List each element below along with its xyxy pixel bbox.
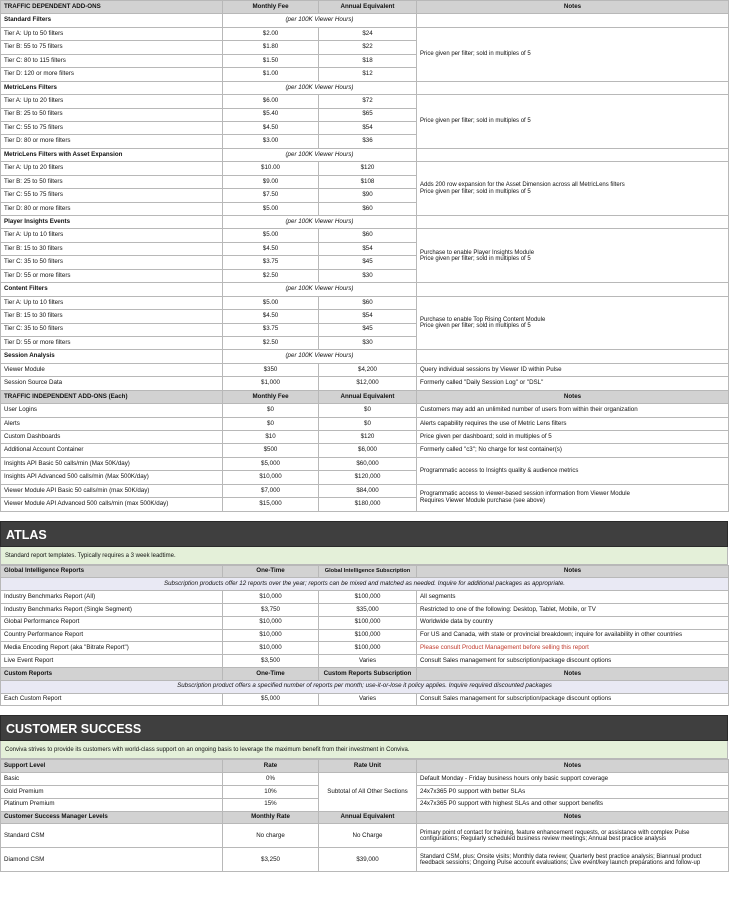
- one-time-price: $10,000: [223, 629, 319, 642]
- annual-equivalent: $12: [319, 68, 417, 81]
- one-time-price: $3,500: [223, 655, 319, 668]
- annual-equivalent: $60: [319, 296, 417, 309]
- monthly-fee: $10,000: [223, 471, 319, 484]
- report-name: Each Custom Report: [1, 693, 223, 706]
- report-notes: Restricted to one of the following: Desktop, Tablet, Mobile, or TV: [417, 604, 729, 617]
- one-time-price: $10,000: [223, 616, 319, 629]
- api-notes: Programmatic access to Insights quality & audience metrics: [417, 457, 729, 484]
- tier-label: Tier C: 35 to 50 filters: [1, 256, 223, 269]
- addon-row: [1, 444, 729, 457]
- atlas-intro: Standard report templates. Typically requires a 3 week leadtime.: [0, 547, 728, 565]
- annual-equivalent: $60: [319, 202, 417, 215]
- group-title-row: [1, 81, 729, 94]
- annual-equivalent: $84,000: [319, 484, 417, 497]
- rate: 0%: [223, 773, 319, 786]
- monthly-fee: $5.00: [223, 296, 319, 309]
- annual-equivalent: $45: [319, 256, 417, 269]
- tier-label: Tier B: 15 to 30 filters: [1, 310, 223, 323]
- item-label: Alerts: [1, 417, 223, 430]
- item-notes: Price given per dashboard; sold in multiples of 5: [417, 431, 729, 444]
- monthly-fee: $3.75: [223, 256, 319, 269]
- group-notes-spacer: [417, 283, 729, 296]
- group-title: MetricLens Filters: [1, 81, 223, 94]
- item-label: Insights API Advanced 500 calls/min (Max 500K/day): [1, 471, 223, 484]
- custom-reports-note: [1, 680, 729, 693]
- customer-success-banner: CUSTOMER SUCCESS: [0, 715, 728, 741]
- note-line: Price given per filter; sold in multiples of 5: [420, 323, 531, 329]
- report-notes: Consult Sales management for subscription/package discount options: [417, 655, 729, 668]
- note-line: Price given per filter; sold in multiples of 5: [420, 51, 531, 58]
- tier-label: Tier D: 120 or more filters: [1, 68, 223, 81]
- tier-label: Tier A: Up to 20 filters: [1, 162, 223, 175]
- monthly-rate: $3,250: [223, 848, 319, 872]
- monthly-fee: $10: [223, 431, 319, 444]
- monthly-fee: $5,000: [223, 457, 319, 470]
- monthly-fee: $2.50: [223, 336, 319, 349]
- tier-notes: [417, 162, 729, 216]
- note-line: Requires Viewer Module purchase (see above): [420, 497, 545, 504]
- annual-equivalent: $36: [319, 135, 417, 148]
- csm-header: [1, 811, 729, 824]
- group-title-row: [1, 216, 729, 229]
- annual-equivalent: $120: [319, 431, 417, 444]
- group-notes-spacer: [417, 148, 729, 161]
- support-level: Platinum Premium: [1, 798, 223, 811]
- session-row: [1, 363, 729, 376]
- group-title-row: [1, 148, 729, 161]
- tier-notes: [417, 229, 729, 283]
- group-title: Player Insights Events: [1, 216, 223, 229]
- report-notes: Consult Sales management for subscription/package discount options: [417, 693, 729, 706]
- group-title-row: [1, 14, 729, 27]
- item-label: Viewer Module API Basic 50 calls/min (max 50K/day): [1, 484, 223, 497]
- atlas-header: Global Intelligence Reports One-Time Global Intelligence Subscription Notes: [1, 565, 729, 578]
- customer-success-table: [0, 759, 729, 872]
- report-row: [1, 655, 729, 668]
- custom-reports-header: [1, 668, 729, 681]
- tier-label: Tier C: 80 to 115 filters: [1, 54, 223, 67]
- tier-label: Tier D: 80 or more filters: [1, 202, 223, 215]
- monthly-fee: $4.50: [223, 310, 319, 323]
- group-title-row: [1, 283, 729, 296]
- atlas-banner: ATLAS: [0, 521, 728, 547]
- report-notes: Worldwide data by country: [417, 616, 729, 629]
- item-notes: Query individual sessions by Viewer ID within Pulse: [417, 363, 729, 376]
- annual-equivalent: $24: [319, 27, 417, 40]
- group-title: Content Filters: [1, 283, 223, 296]
- annual-equivalent: $90: [319, 189, 417, 202]
- monthly-fee: $0: [223, 417, 319, 430]
- annual-equivalent: No Charge: [319, 824, 417, 848]
- report-name: Industry Benchmarks Report (Single Segment): [1, 604, 223, 617]
- group-notes-spacer: [417, 216, 729, 229]
- annual-equivalent: $108: [319, 175, 417, 188]
- tier-label: Tier B: 55 to 75 filters: [1, 41, 223, 54]
- tier-label: Tier B: 15 to 30 filters: [1, 242, 223, 255]
- header-cell: Monthly Rate: [223, 811, 319, 824]
- support-level: Basic: [1, 773, 223, 786]
- traffic-dependent-header: TRAFFIC DEPENDENT ADD-ONS Monthly Fee Annual Equivalent Notes: [1, 1, 729, 14]
- note-line: Purchase to enable Player Insights Module: [420, 249, 535, 256]
- header-cell: Annual Equivalent: [319, 390, 417, 403]
- header-cell: Custom Reports Subscription: [319, 668, 417, 681]
- note-line: Adds 200 row expansion for the Asset Dimension across all MetricLens filters: [420, 182, 625, 189]
- atlas-subscription-note: Subscription products offer 12 reports over the year; reports can be mixed and matched as needed. Inquire for additional packages as appropriate.: [1, 578, 729, 591]
- tier-label: Tier B: 25 to 50 filters: [1, 175, 223, 188]
- tier-label: Tier D: 55 or more filters: [1, 336, 223, 349]
- subscription-price: $35,000: [319, 604, 417, 617]
- report-name: Country Performance Report: [1, 629, 223, 642]
- monthly-fee: $1.00: [223, 68, 319, 81]
- item-label: Additional Account Container: [1, 444, 223, 457]
- annual-equivalent: $18: [319, 54, 417, 67]
- report-notes: For US and Canada, with state or provincial breakdown; inquire for availability in other countries: [417, 629, 729, 642]
- monthly-fee: $7.50: [223, 189, 319, 202]
- annual-equivalent: $30: [319, 336, 417, 349]
- support-notes: 24x7x365 P0 support with highest SLAs and other support benefits: [417, 798, 729, 811]
- tier-row: [1, 95, 729, 108]
- monthly-fee: $0: [223, 404, 319, 417]
- monthly-fee: $1,000: [223, 377, 319, 390]
- group-notes-spacer: [417, 81, 729, 94]
- csm-notes: Standard CSM, plus: Onsite visits; Monthly data review; Quarterly best practice analysis; Biannual product feedback sessions; Ongoing Pulse account evaluations; Live event/key launch preparations and follow-up: [417, 848, 729, 872]
- one-time-price: $5,000: [223, 693, 319, 706]
- annual-equivalent: $0: [319, 404, 417, 417]
- annual-equivalent: $4,200: [319, 363, 417, 376]
- tier-row: [1, 296, 729, 309]
- one-time-price: $10,000: [223, 642, 319, 655]
- item-label: Insights API Basic 50 calls/min (Max 50K/day): [1, 457, 223, 470]
- support-notes: 24x7x365 P0 support with better SLAs: [417, 785, 729, 798]
- monthly-fee: $5.00: [223, 229, 319, 242]
- group-notes-spacer: [417, 14, 729, 27]
- annual-equivalent: $120: [319, 162, 417, 175]
- monthly-fee: $6.00: [223, 95, 319, 108]
- api-row: [1, 457, 729, 470]
- tier-label: Tier C: 55 to 75 filters: [1, 189, 223, 202]
- tier-row: [1, 229, 729, 242]
- item-label: Session Source Data: [1, 377, 223, 390]
- note-line: Price given per filter; sold in multiples of 5: [420, 118, 531, 125]
- custom-note: Subscription product offers a specified number of reports per month; use-it-or-lose it policy applies. Inquire required discounted packages: [1, 680, 729, 693]
- monthly-fee: $9.00: [223, 175, 319, 188]
- annual-equivalent: $6,000: [319, 444, 417, 457]
- subscription-price: $100,000: [319, 616, 417, 629]
- monthly-fee: $350: [223, 363, 319, 376]
- annual-equivalent: $54: [319, 121, 417, 134]
- monthly-fee: $3.00: [223, 135, 319, 148]
- note-line: Programmatic access to viewer-based session information from Viewer Module: [420, 491, 630, 498]
- api-notes: [417, 484, 729, 511]
- monthly-fee: $4.50: [223, 242, 319, 255]
- monthly-fee: $15,000: [223, 498, 319, 511]
- annual-equivalent: $120,000: [319, 471, 417, 484]
- group-title: MetricLens Filters with Asset Expansion: [1, 148, 223, 161]
- traffic-independent-header: [1, 390, 729, 403]
- group-basis: (per 100K Viewer Hours): [223, 283, 417, 296]
- header-cell: Monthly Fee: [223, 390, 319, 403]
- tier-label: Tier B: 25 to 50 filters: [1, 108, 223, 121]
- rate: 10%: [223, 785, 319, 798]
- csm-level: Diamond CSM: [1, 848, 223, 872]
- tier-notes: [417, 296, 729, 350]
- support-notes: Default Monday - Friday business hours only basic support coverage: [417, 773, 729, 786]
- monthly-fee: $1.50: [223, 54, 319, 67]
- item-label: Viewer Module API Advanced 500 calls/min (max 500K/day): [1, 498, 223, 511]
- tier-row: [1, 162, 729, 175]
- tier-notes: [417, 95, 729, 149]
- tier-label: Tier A: Up to 10 filters: [1, 296, 223, 309]
- tier-label: Tier D: 55 or more filters: [1, 269, 223, 282]
- annual-equivalent: $180,000: [319, 498, 417, 511]
- tier-label: Tier C: 35 to 50 filters: [1, 323, 223, 336]
- addon-row: [1, 404, 729, 417]
- subscription-price: $100,000: [319, 591, 417, 604]
- annual-equivalent: $54: [319, 242, 417, 255]
- one-time-price: $10,000: [223, 591, 319, 604]
- subscription-price: Varies: [319, 655, 417, 668]
- customer-success-intro: Conviva strives to provide its customers with world-class support on an ongoing basis to leverage the maximum benefit from their investment in Conviva.: [0, 741, 728, 759]
- tier-label: Tier A: Up to 20 filters: [1, 95, 223, 108]
- annual-equivalent: $65: [319, 108, 417, 121]
- monthly-fee: $7,000: [223, 484, 319, 497]
- group-basis: (per 100K Viewer Hours): [223, 216, 417, 229]
- tier-notes: [417, 27, 729, 81]
- annual-equivalent: $72: [319, 95, 417, 108]
- header-cell: Custom Reports: [1, 668, 223, 681]
- report-notes: All segments: [417, 591, 729, 604]
- one-time-price: $3,750: [223, 604, 319, 617]
- monthly-fee: $1.80: [223, 41, 319, 54]
- item-notes: Formerly called "Daily Session Log" or "DSL": [417, 377, 729, 390]
- header-cell: TRAFFIC INDEPENDENT ADD-ONS (Each): [1, 390, 223, 403]
- item-notes: Customers may add an unlimited number of users from within their organization: [417, 404, 729, 417]
- tier-label: Tier A: Up to 50 filters: [1, 27, 223, 40]
- monthly-fee: $5.40: [223, 108, 319, 121]
- custom-report-row: [1, 693, 729, 706]
- addon-row: [1, 431, 729, 444]
- csm-row: [1, 848, 729, 872]
- report-row: [1, 642, 729, 655]
- annual-equivalent: $39,000: [319, 848, 417, 872]
- header-cell: Notes: [417, 668, 729, 681]
- tier-label: Tier C: 55 to 75 filters: [1, 121, 223, 134]
- annual-equivalent: $60,000: [319, 457, 417, 470]
- annual-equivalent: $22: [319, 41, 417, 54]
- annual-equivalent: $0: [319, 417, 417, 430]
- report-name: Industry Benchmarks Report (All): [1, 591, 223, 604]
- report-row: [1, 616, 729, 629]
- group-basis: (per 100K Viewer Hours): [223, 14, 417, 27]
- addon-row: [1, 417, 729, 430]
- support-level-row: [1, 773, 729, 786]
- header-cell: Customer Success Manager Levels: [1, 811, 223, 824]
- group-basis: (per 100K Viewer Hours): [223, 148, 417, 161]
- header-cell: Notes: [417, 811, 729, 824]
- annual-equivalent: $45: [319, 323, 417, 336]
- item-label: Custom Dashboards: [1, 431, 223, 444]
- report-name: Global Performance Report: [1, 616, 223, 629]
- monthly-fee: $500: [223, 444, 319, 457]
- report-row: [1, 591, 729, 604]
- subscription-price: $100,000: [319, 642, 417, 655]
- note-line: Price given per filter; sold in multiples of 5: [420, 255, 531, 262]
- header-cell: One-Time: [223, 668, 319, 681]
- session-row: [1, 377, 729, 390]
- support-level-header: Support Level Rate Rate Unit Notes: [1, 760, 729, 773]
- monthly-fee: $5.00: [223, 202, 319, 215]
- item-label: Viewer Module: [1, 363, 223, 376]
- tier-row: [1, 27, 729, 40]
- report-name: Media Encoding Report (aka "Bitrate Report"): [1, 642, 223, 655]
- report-name: Live Event Report: [1, 655, 223, 668]
- annual-equivalent: $60: [319, 229, 417, 242]
- group-basis: (per 100K Viewer Hours): [223, 350, 417, 363]
- note-line: Purchase to enable Top Rising Content Module: [420, 316, 546, 323]
- monthly-rate: No charge: [223, 824, 319, 848]
- group-basis: (per 100K Viewer Hours): [223, 81, 417, 94]
- item-notes: Alerts capability requires the use of Metric Lens filters: [417, 417, 729, 430]
- group-title: Session Analysis: [1, 350, 223, 363]
- note-line: Price given per filter; sold in multiples of 5: [420, 188, 531, 195]
- monthly-fee: $10.00: [223, 162, 319, 175]
- group-title-row: [1, 350, 729, 363]
- report-notes: Please consult Product Management before selling this report: [417, 642, 729, 655]
- monthly-fee: $2.00: [223, 27, 319, 40]
- group-notes-spacer: [417, 350, 729, 363]
- header-cell: Annual Equivalent: [319, 811, 417, 824]
- csm-row: [1, 824, 729, 848]
- annual-equivalent: $54: [319, 310, 417, 323]
- report-row: [1, 604, 729, 617]
- item-label: User Logins: [1, 404, 223, 417]
- tier-label: Tier D: 80 or more filters: [1, 135, 223, 148]
- header-cell: Notes: [417, 390, 729, 403]
- monthly-fee: $2.50: [223, 269, 319, 282]
- rate-unit: Subtotal of All Other Sections: [319, 773, 417, 811]
- csm-level: Standard CSM: [1, 824, 223, 848]
- subscription-price: Varies: [319, 693, 417, 706]
- support-level: Gold Premium: [1, 785, 223, 798]
- atlas-table: [0, 565, 729, 707]
- csm-notes: Primary point of contact for training, feature enhancement requests, or assistance with complex Pulse configurations; Regularly scheduled business review meetings; Annual best practice analysis: [417, 824, 729, 848]
- api-row: [1, 484, 729, 497]
- item-notes: Formerly called "c3"; No charge for test container(s): [417, 444, 729, 457]
- annual-equivalent: $12,000: [319, 377, 417, 390]
- monthly-fee: $3.75: [223, 323, 319, 336]
- annual-equivalent: $30: [319, 269, 417, 282]
- tier-label: Tier A: Up to 10 filters: [1, 229, 223, 242]
- group-title: Standard Filters: [1, 14, 223, 27]
- subscription-price: $100,000: [319, 629, 417, 642]
- rate: 15%: [223, 798, 319, 811]
- report-row: [1, 629, 729, 642]
- monthly-fee: $4.50: [223, 121, 319, 134]
